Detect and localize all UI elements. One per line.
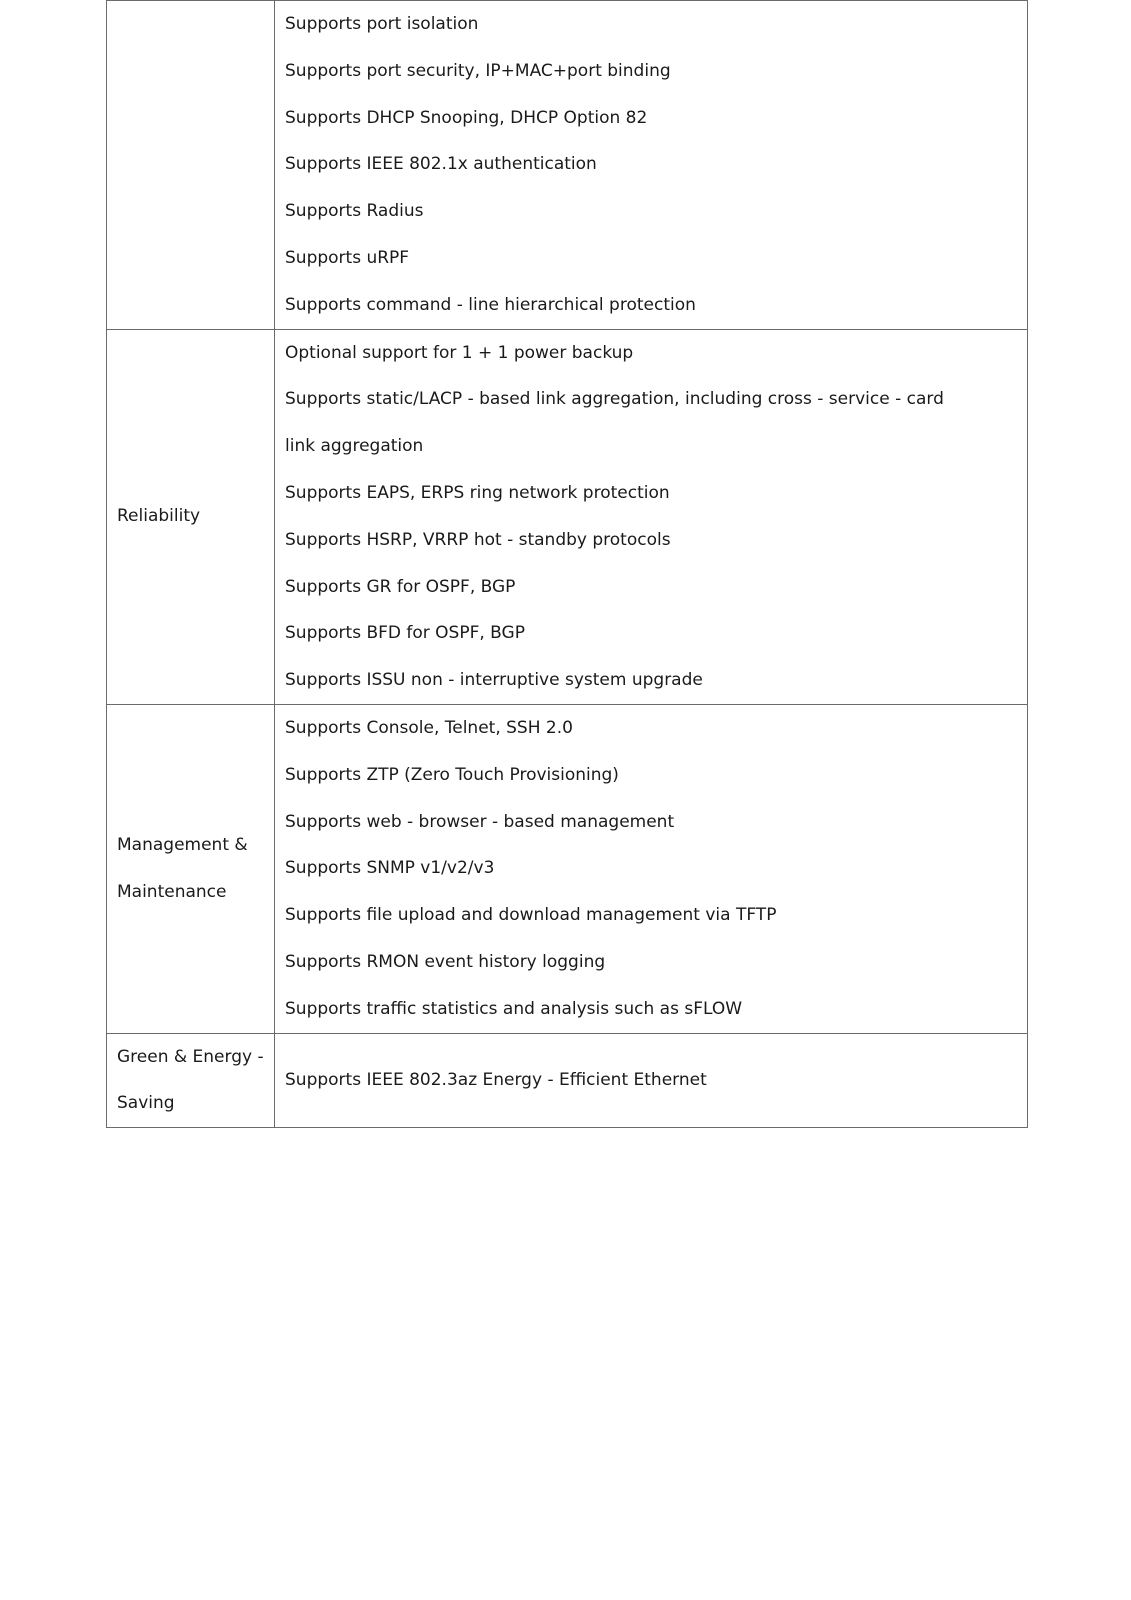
feature-item: Supports RMON event history logging	[285, 951, 606, 972]
feature-item: Supports GR for OSPF, BGP	[285, 576, 516, 597]
feature-item: Supports ISSU non - interruptive system upgrade	[285, 670, 703, 691]
feature-item: Supports command - line hierarchical protection	[285, 294, 696, 315]
feature-item: Supports traffic statistics and analysis such as sFLOW	[285, 998, 743, 1019]
feature-item: Supports EAPS, ERPS ring network protection	[285, 482, 670, 503]
category-cell	[107, 704, 275, 1033]
category-cell	[107, 1033, 275, 1128]
category-label: Green & Energy - Saving	[117, 1046, 264, 1114]
feature-item: Supports file upload and download management via TFTP	[285, 905, 777, 926]
features-cell	[275, 329, 1028, 704]
feature-item: Supports static/LACP - based link aggregation, including cross - service - card link aggregation	[285, 389, 944, 457]
feature-item: Supports Console, Telnet, SSH 2.0	[285, 717, 573, 738]
feature-item: Supports BFD for OSPF, BGP	[285, 623, 525, 644]
feature-item: Supports ZTP (Zero Touch Provisioning)	[285, 764, 619, 785]
table-row-security	[107, 1, 1028, 330]
table-row-reliability	[107, 329, 1028, 704]
feature-item: Supports SNMP v1/v2/v3	[285, 858, 495, 879]
feature-item: Optional support for 1 + 1 power backup	[285, 342, 634, 363]
feature-item: Supports web - browser - based management	[285, 811, 675, 832]
feature-item: Supports port isolation	[285, 14, 479, 34]
features-cell	[275, 1, 1028, 330]
category-label: Management & Maintenance	[117, 834, 248, 902]
feature-item: Supports HSRP, VRRP hot - standby protocols	[285, 529, 671, 550]
category-cell	[107, 1, 275, 330]
features-cell	[275, 704, 1028, 1033]
feature-item: Supports Radius	[285, 201, 424, 222]
table-row-green-energy	[107, 1033, 1028, 1128]
spec-table	[106, 0, 1028, 1128]
feature-item: Supports port security, IP+MAC+port binding	[285, 60, 671, 81]
feature-item: Supports IEEE 802.3az Energy - Efficient Ethernet	[285, 1069, 707, 1090]
features-cell	[275, 1033, 1028, 1128]
feature-item: Supports IEEE 802.1x authentication	[285, 154, 597, 175]
category-label: Reliability	[117, 506, 201, 527]
table-row-management	[107, 704, 1028, 1033]
feature-item: Supports DHCP Snooping, DHCP Option 82	[285, 107, 648, 128]
feature-item: Supports uRPF	[285, 247, 410, 268]
category-cell	[107, 329, 275, 704]
